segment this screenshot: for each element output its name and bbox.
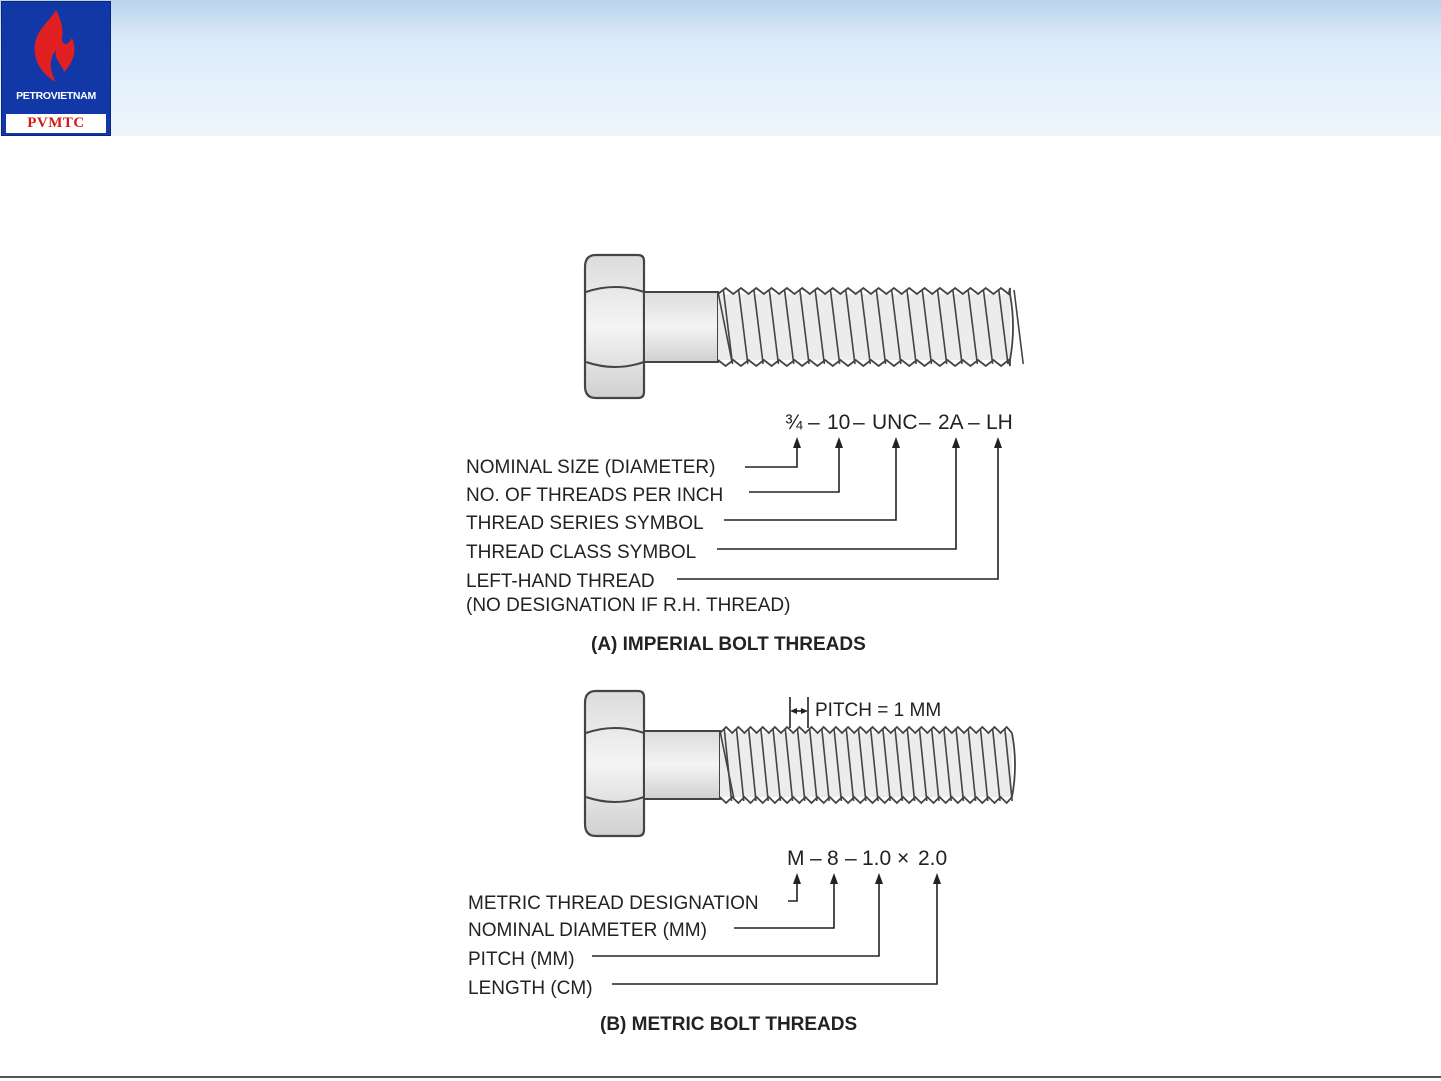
metric-label-length: LENGTH (CM) [468, 978, 593, 999]
imperial-code-dash: – [853, 411, 865, 434]
imperial-label-left-hand: LEFT-HAND THREAD [466, 571, 655, 592]
metric-designation [787, 847, 947, 870]
metric-code-part: 1.0 [862, 847, 892, 870]
metric-code-part: M [787, 847, 805, 870]
imperial-code-part: LH [986, 411, 1013, 434]
metric-caption: (B) METRIC BOLT THREADS [600, 1014, 858, 1035]
imperial-code-part: 10 [827, 411, 851, 434]
thread-crest [1014, 290, 1023, 364]
imperial-label-thread-class: THREAD CLASS SYMBOL [466, 542, 697, 563]
metric-code-dash: – [810, 847, 822, 870]
metric-code-part: 8 [827, 847, 839, 870]
imperial-label-threads-per-inch: NO. OF THREADS PER INCH [466, 485, 724, 506]
imperial-code-part: 2A [938, 411, 964, 434]
imperial-labels [466, 457, 790, 616]
imperial-label-nominal-size: NOMINAL SIZE (DIAMETER) [466, 457, 716, 478]
imperial-designation [785, 411, 1013, 434]
imperial-label-rh-note: (NO DESIGNATION IF R.H. THREAD) [466, 595, 791, 616]
thread-end [1012, 733, 1015, 797]
footer-divider [0, 1076, 1441, 1078]
imperial-code-part: UNC [872, 411, 918, 434]
metric-label-nominal-diameter: NOMINAL DIAMETER (MM) [468, 920, 707, 941]
imperial-bolt [585, 255, 1023, 398]
metric-code-times: × [897, 847, 910, 870]
imperial-code-dash: – [968, 411, 980, 434]
metric-code-dash: – [845, 847, 857, 870]
imperial-label-thread-series: THREAD SERIES SYMBOL [466, 513, 704, 534]
imperial-caption: (A) IMPERIAL BOLT THREADS [591, 634, 866, 655]
thread-end [1010, 294, 1013, 360]
metric-bolt [585, 691, 1015, 836]
imperial-code-dash: – [808, 411, 820, 434]
pitch-dimension [790, 697, 941, 728]
metric-label-designation: METRIC THREAD DESIGNATION [468, 893, 759, 914]
imperial-code-part: ¾ [785, 411, 803, 434]
logo-subtext: PVMTC [6, 114, 106, 133]
metric-label-pitch: PITCH (MM) [468, 949, 575, 970]
logo-text: PETROVIETNAM [16, 90, 96, 102]
imperial-code-dash: – [919, 411, 931, 434]
thread-bottom-profile [718, 360, 1010, 366]
pitch-label: PITCH = 1 MM [815, 700, 942, 721]
metric-labels [468, 893, 759, 999]
thread-top-profile [718, 288, 1010, 294]
metric-code-part: 2.0 [918, 847, 948, 870]
metric-thread-section [720, 727, 1015, 803]
imperial-leader-lines [677, 437, 1002, 579]
imperial-thread-section [718, 288, 1023, 366]
